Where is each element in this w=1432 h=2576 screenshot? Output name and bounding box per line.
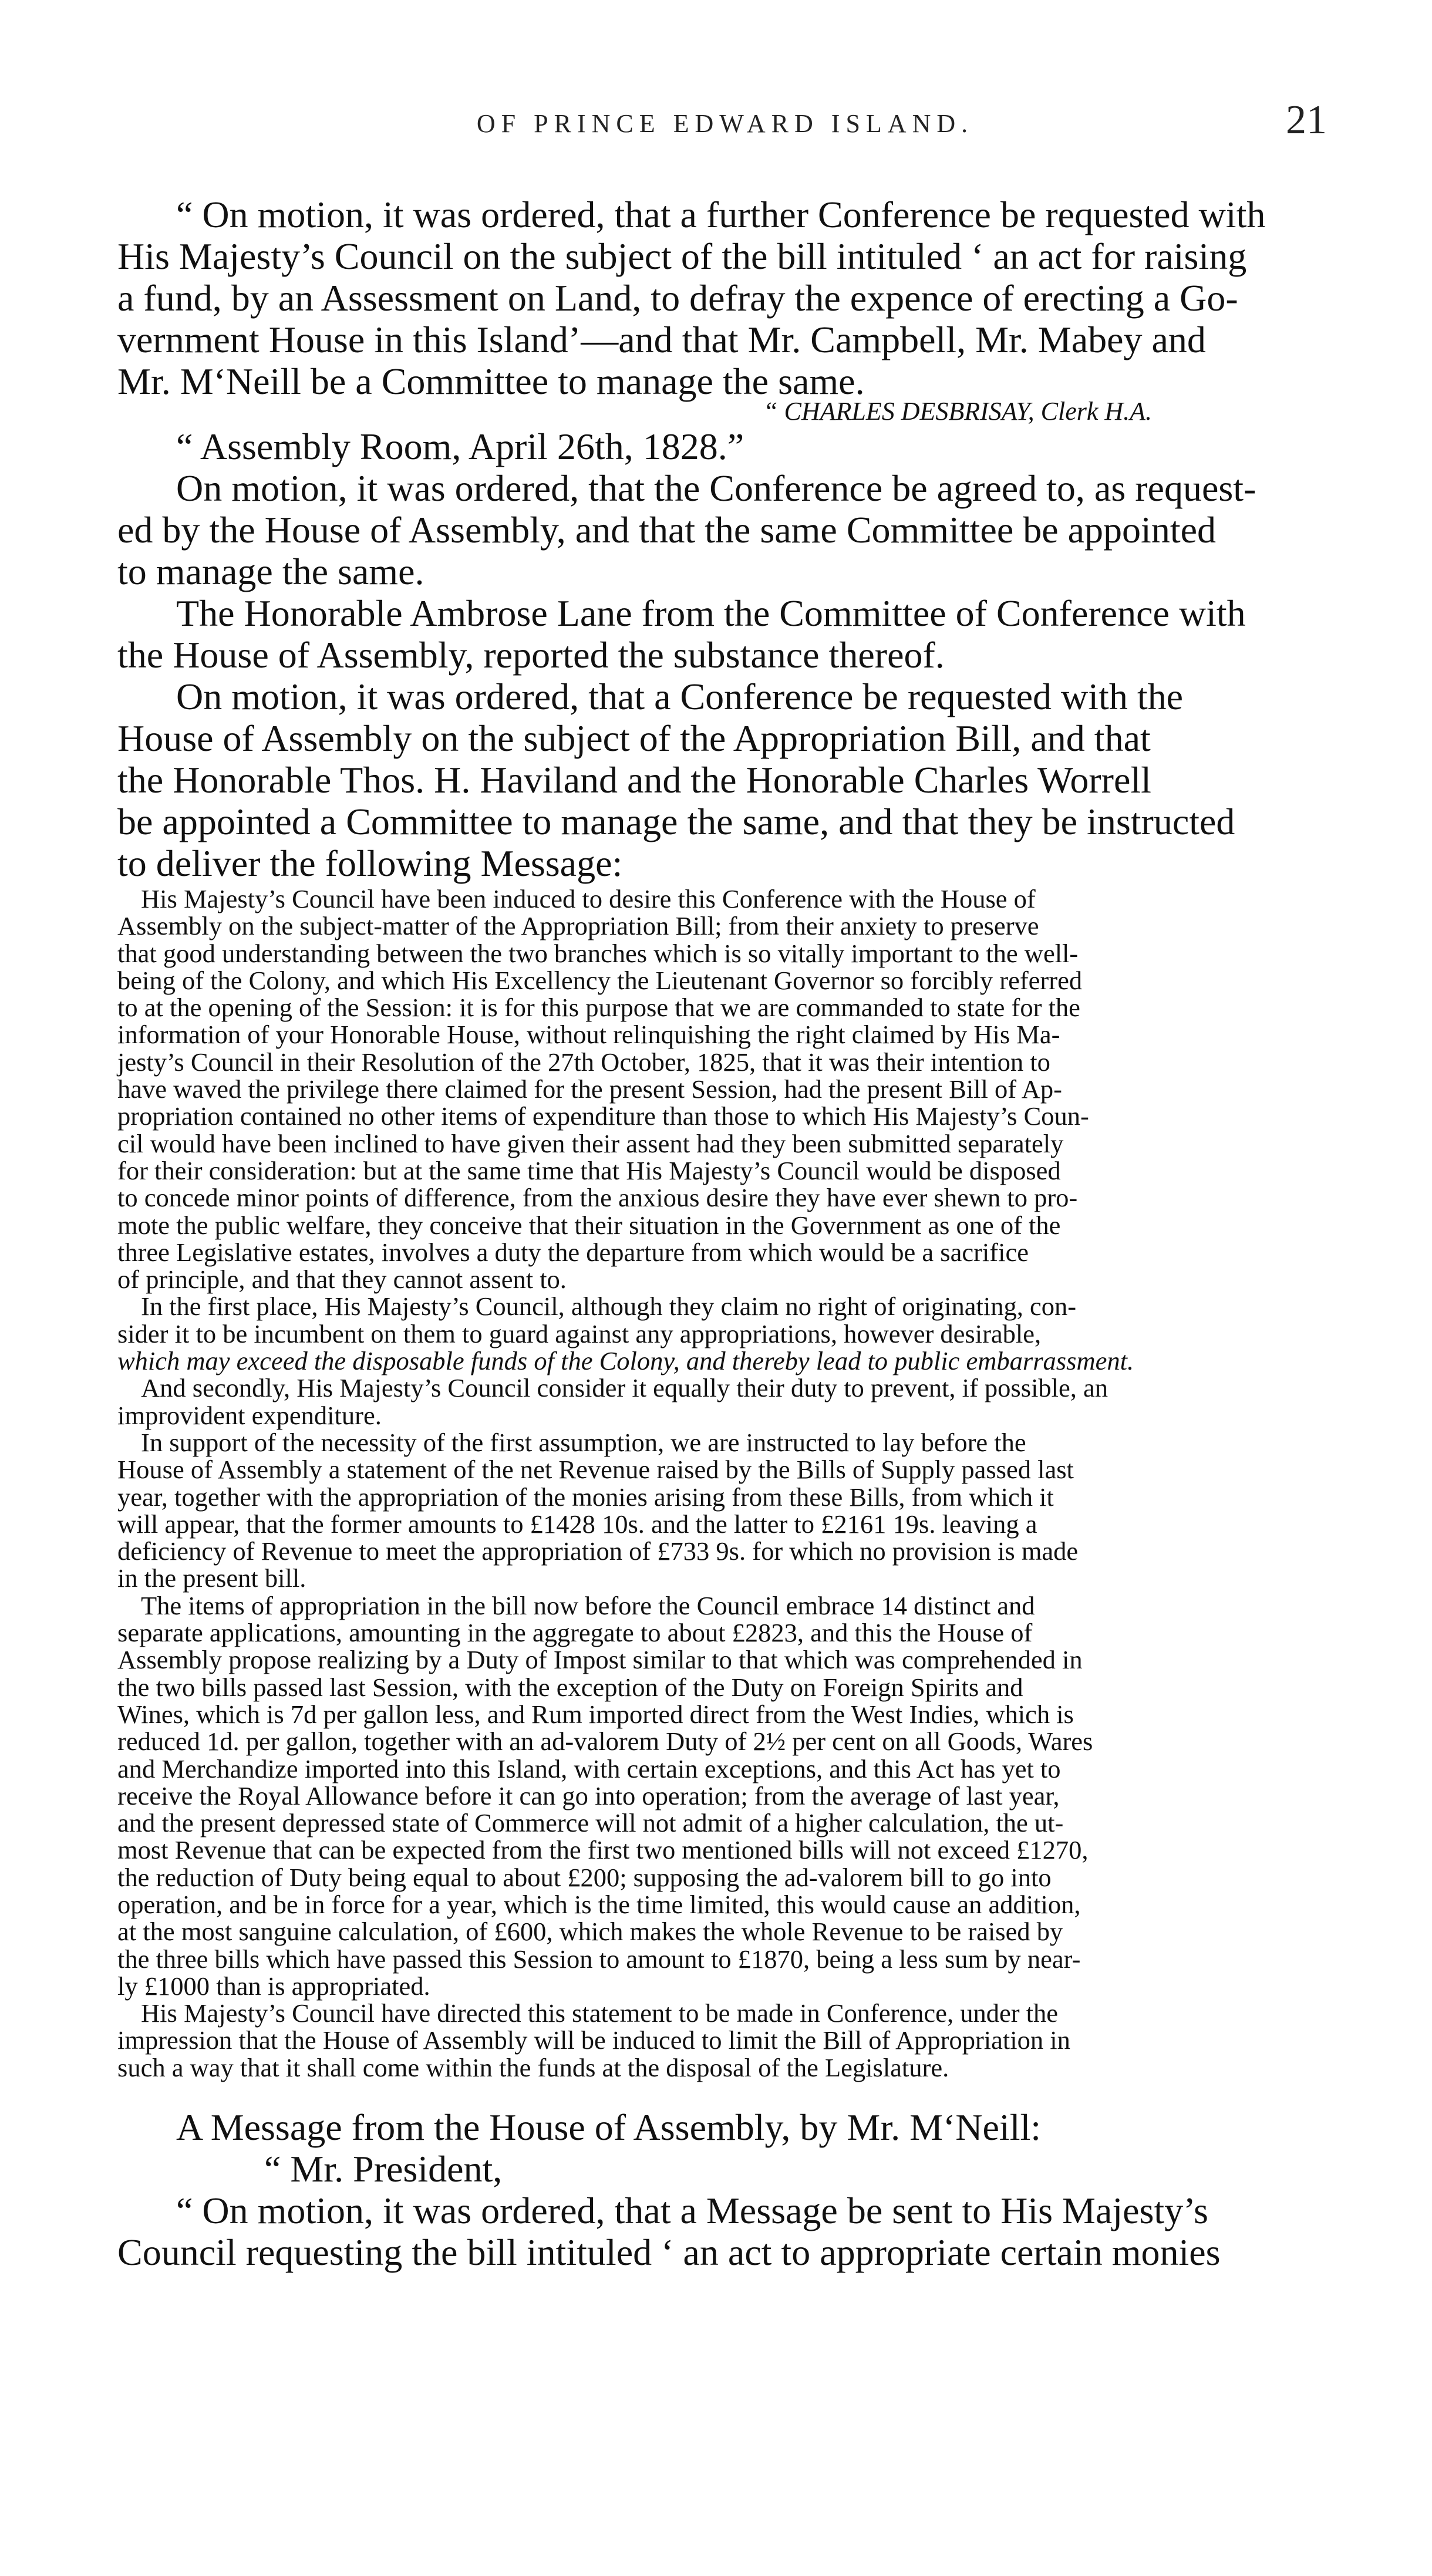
text-line: House of Assembly on the subject of the Appropriation Bill, and that	[117, 717, 1151, 759]
page-header	[123, 97, 1327, 150]
text-line: Council requesting the bill intituled ‘ an act to appropriate certain monies	[117, 2231, 1221, 2273]
text-line: of principle, and that they cannot assent to.	[117, 1265, 567, 1294]
proceedings-paragraphs	[117, 426, 1333, 884]
text-line: information of your Honorable House, without relinquishing the right claimed by His Ma-	[117, 1020, 1060, 1050]
text-line: In support of the necessity of the first assumption, we are instructed to lay before the	[141, 1427, 1026, 1457]
text-line: And secondly, His Majesty’s Council consider it equally their duty to prevent, if possible, an	[141, 1373, 1108, 1403]
text-line: most Revenue that can be expected from the first two mentioned bills will not exceed £1270,	[117, 1835, 1089, 1865]
text-line: operation, and be in force for a year, which is the time limited, this would cause an addition,	[117, 1889, 1081, 1919]
text-line: for their consideration: but at the same time that His Majesty’s Council would be disposed	[117, 1155, 1061, 1185]
text-line: impression that the House of Assembly will be induced to limit the Bill of Appropriation in	[117, 2025, 1070, 2055]
text-line: that good understanding between the two branches which is so vitally important to the well-	[117, 938, 1079, 968]
text-line: “ Mr. President,	[264, 2148, 503, 2190]
text-line: Assembly propose realizing by a Duty of Impost similar to that which was comprehended in	[117, 1645, 1083, 1675]
text-line: jesty’s Council in their Resolution of the 27th October, 1825, that it was their intention to	[117, 1047, 1050, 1077]
text-line: being of the Colony, and which His Excellency the Lieutenant Governor so forcibly referred	[117, 965, 1083, 995]
text-line: mote the public welfare, they conceive that their situation in the Government as one of the	[117, 1210, 1061, 1240]
text-line: in the present bill.	[117, 1563, 306, 1593]
text-line: have waved the privilege there claimed for the present Session, had the present Bill of Ap-	[117, 1074, 1062, 1104]
text-line: the three bills which have passed this Session to amount to £1870, being a less sum by near-	[117, 1944, 1081, 1974]
text-line: be appointed a Committee to manage the same, and that they be instructed	[117, 801, 1235, 842]
text-line: a fund, by an Assessment on Land, to defray the expence of erecting a Go-	[117, 277, 1238, 319]
council-message	[117, 885, 1333, 2081]
text-line: to deliver the following Message:	[117, 842, 623, 884]
text-line: His Majesty’s Council have directed this statement to be made in Conference, under the	[141, 1998, 1058, 2028]
text-line: and Merchandize imported into this Island, with certain exceptions, and this Act has yet to	[117, 1754, 1061, 1783]
text-line: “ On motion, it was ordered, that a Message be sent to His Majesty’s	[176, 2190, 1208, 2231]
text-line: The items of appropriation in the bill now before the Council embrace 14 distinct and	[141, 1590, 1035, 1620]
text-line: reduced 1d. per gallon, together with an ad-valorem Duty of 2½ per cent on all Goods, Wares	[117, 1727, 1093, 1756]
text-line: year, together with the appropriation of the monies arising from these Bills, from which it	[117, 1482, 1054, 1512]
text-line: improvident expenditure.	[117, 1400, 382, 1430]
text-line: to at the opening of the Session: it is for this purpose that we are commanded to state for the	[117, 993, 1080, 1023]
text-line: such a way that it shall come within the funds at the disposal of the Legislature.	[117, 2052, 949, 2082]
text-line: three Legislative estates, involves a duty the departure from which would be a sacrifice	[117, 1237, 1029, 1267]
text-line: vernment House in this Island’—and that Mr. Campbell, Mr. Mabey and	[117, 319, 1206, 360]
text-line: Mr. M‘Neill be a Committee to manage the same.	[117, 360, 865, 402]
text-line: sider it to be incumbent on them to guard against any appropriations, however desirable,	[117, 1319, 1042, 1348]
resolution-paragraph	[117, 194, 1333, 402]
running-head: OF PRINCE EDWARD ISLAND.	[476, 109, 974, 138]
text-line: deficiency of Revenue to meet the appropriation of £733 9s. for which no provision is made	[117, 1536, 1079, 1566]
text-line: A Message from the House of Assembly, by Mr. M‘Neill:	[176, 2106, 1042, 2148]
signature-line: “ CHARLES DESBRISAY, Clerk H.A.	[763, 397, 1153, 426]
clerk-signature	[117, 398, 1333, 425]
text-line: In the first place, His Majesty’s Council, although they claim no right of originating, con-	[141, 1292, 1077, 1321]
text-line: and the present depressed state of Commerce will not admit of a higher calculation, the ut-	[117, 1808, 1064, 1838]
text-line: “ Assembly Room, April 26th, 1828.”	[176, 426, 744, 467]
text-line: separate applications, amounting in the aggregate to about £2823, and this the House of	[117, 1618, 1033, 1648]
text-line: His Majesty’s Council on the subject of the bill intituled ‘ an act for raising	[117, 235, 1247, 277]
text-line: On motion, it was ordered, that the Conference be agreed to, as request-	[176, 467, 1256, 509]
page-number: 21	[1286, 97, 1327, 143]
text-line: the House of Assembly, reported the substance thereof.	[117, 634, 945, 676]
text-line: to concede minor points of difference, from the anxious desire they have ever shewn to pro-	[117, 1183, 1078, 1213]
text-line: Assembly on the subject-matter of the Appropriation Bill; from their anxiety to preserve	[117, 911, 1039, 941]
text-line: the reduction of Duty being equal to about £200; supposing the ad-valorem bill to go into	[117, 1862, 1052, 1892]
text-line: will appear, that the former amounts to £1428 10s. and the latter to £2161 19s. leaving a	[117, 1509, 1037, 1539]
text-line: at the most sanguine calculation, of £600, which makes the whole Revenue to be raised by	[117, 1917, 1063, 1947]
text-line: to manage the same.	[117, 551, 424, 592]
text-line: ly £1000 than is appropriated.	[117, 1971, 430, 2001]
text-line: The Honorable Ambrose Lane from the Committee of Conference with	[176, 592, 1246, 634]
text-line: the two bills passed last Session, with the exception of the Duty on Foreign Spirits and	[117, 1672, 1023, 1702]
text-line: His Majesty’s Council have been induced to desire this Conference with the House of	[141, 884, 1036, 913]
text-line: House of Assembly a statement of the net Revenue raised by the Bills of Supply passed last	[117, 1455, 1074, 1485]
text-line: Wines, which is 7d per gallon less, and Rum imported direct from the West Indies, which is	[117, 1699, 1074, 1729]
text-line: which may exceed the disposable funds of the Colony, and thereby lead to public embarrassment.	[117, 1346, 1134, 1376]
text-line: ed by the House of Assembly, and that the same Committee be appointed	[117, 509, 1216, 551]
text-line: receive the Royal Allowance before it can go into operation; from the average of last year,	[117, 1781, 1060, 1810]
assembly-message	[117, 2106, 1333, 2273]
text-line: propriation contained no other items of expenditure than those to which His Majesty’s Coun-	[117, 1101, 1089, 1131]
text-line: cil would have been inclined to have given their assent had they been submitted separately	[117, 1128, 1064, 1158]
text-line: On motion, it was ordered, that a Conference be requested with the	[176, 676, 1183, 717]
text-line: the Honorable Thos. H. Haviland and the Honorable Charles Worrell	[117, 759, 1151, 801]
text-line: “ On motion, it was ordered, that a further Conference be requested with	[176, 194, 1266, 235]
